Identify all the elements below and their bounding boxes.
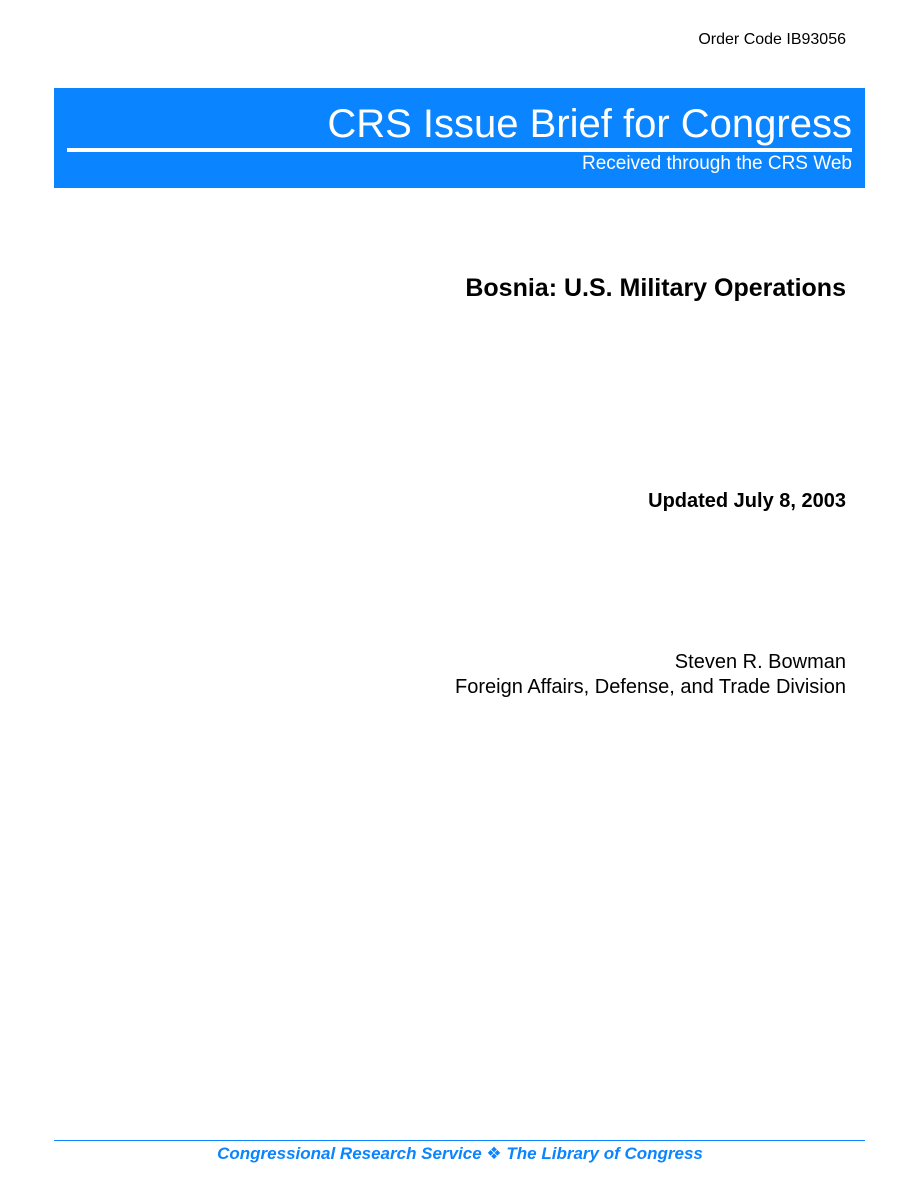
updated-date: Updated July 8, 2003 <box>648 490 846 512</box>
order-code: Order Code IB93056 <box>698 31 846 48</box>
author-name: Steven R. Bowman <box>674 651 846 673</box>
footer <box>0 1143 920 1165</box>
footer-crs: Congressional Research Service <box>217 1144 482 1163</box>
author-division: Foreign Affairs, Defense, and Trade Division <box>455 676 846 698</box>
crs-banner <box>54 88 865 188</box>
document-title: Bosnia: U.S. Military Operations <box>465 274 846 302</box>
banner-subtitle: Received through the CRS Web <box>581 153 852 174</box>
banner-title: CRS Issue Brief for Congress <box>327 102 852 146</box>
footer-separator-icon: ❖ <box>486 1144 502 1163</box>
footer-divider <box>54 1140 865 1141</box>
banner-divider <box>67 148 852 152</box>
footer-library: The Library of Congress <box>506 1144 703 1163</box>
author-block <box>455 650 846 700</box>
